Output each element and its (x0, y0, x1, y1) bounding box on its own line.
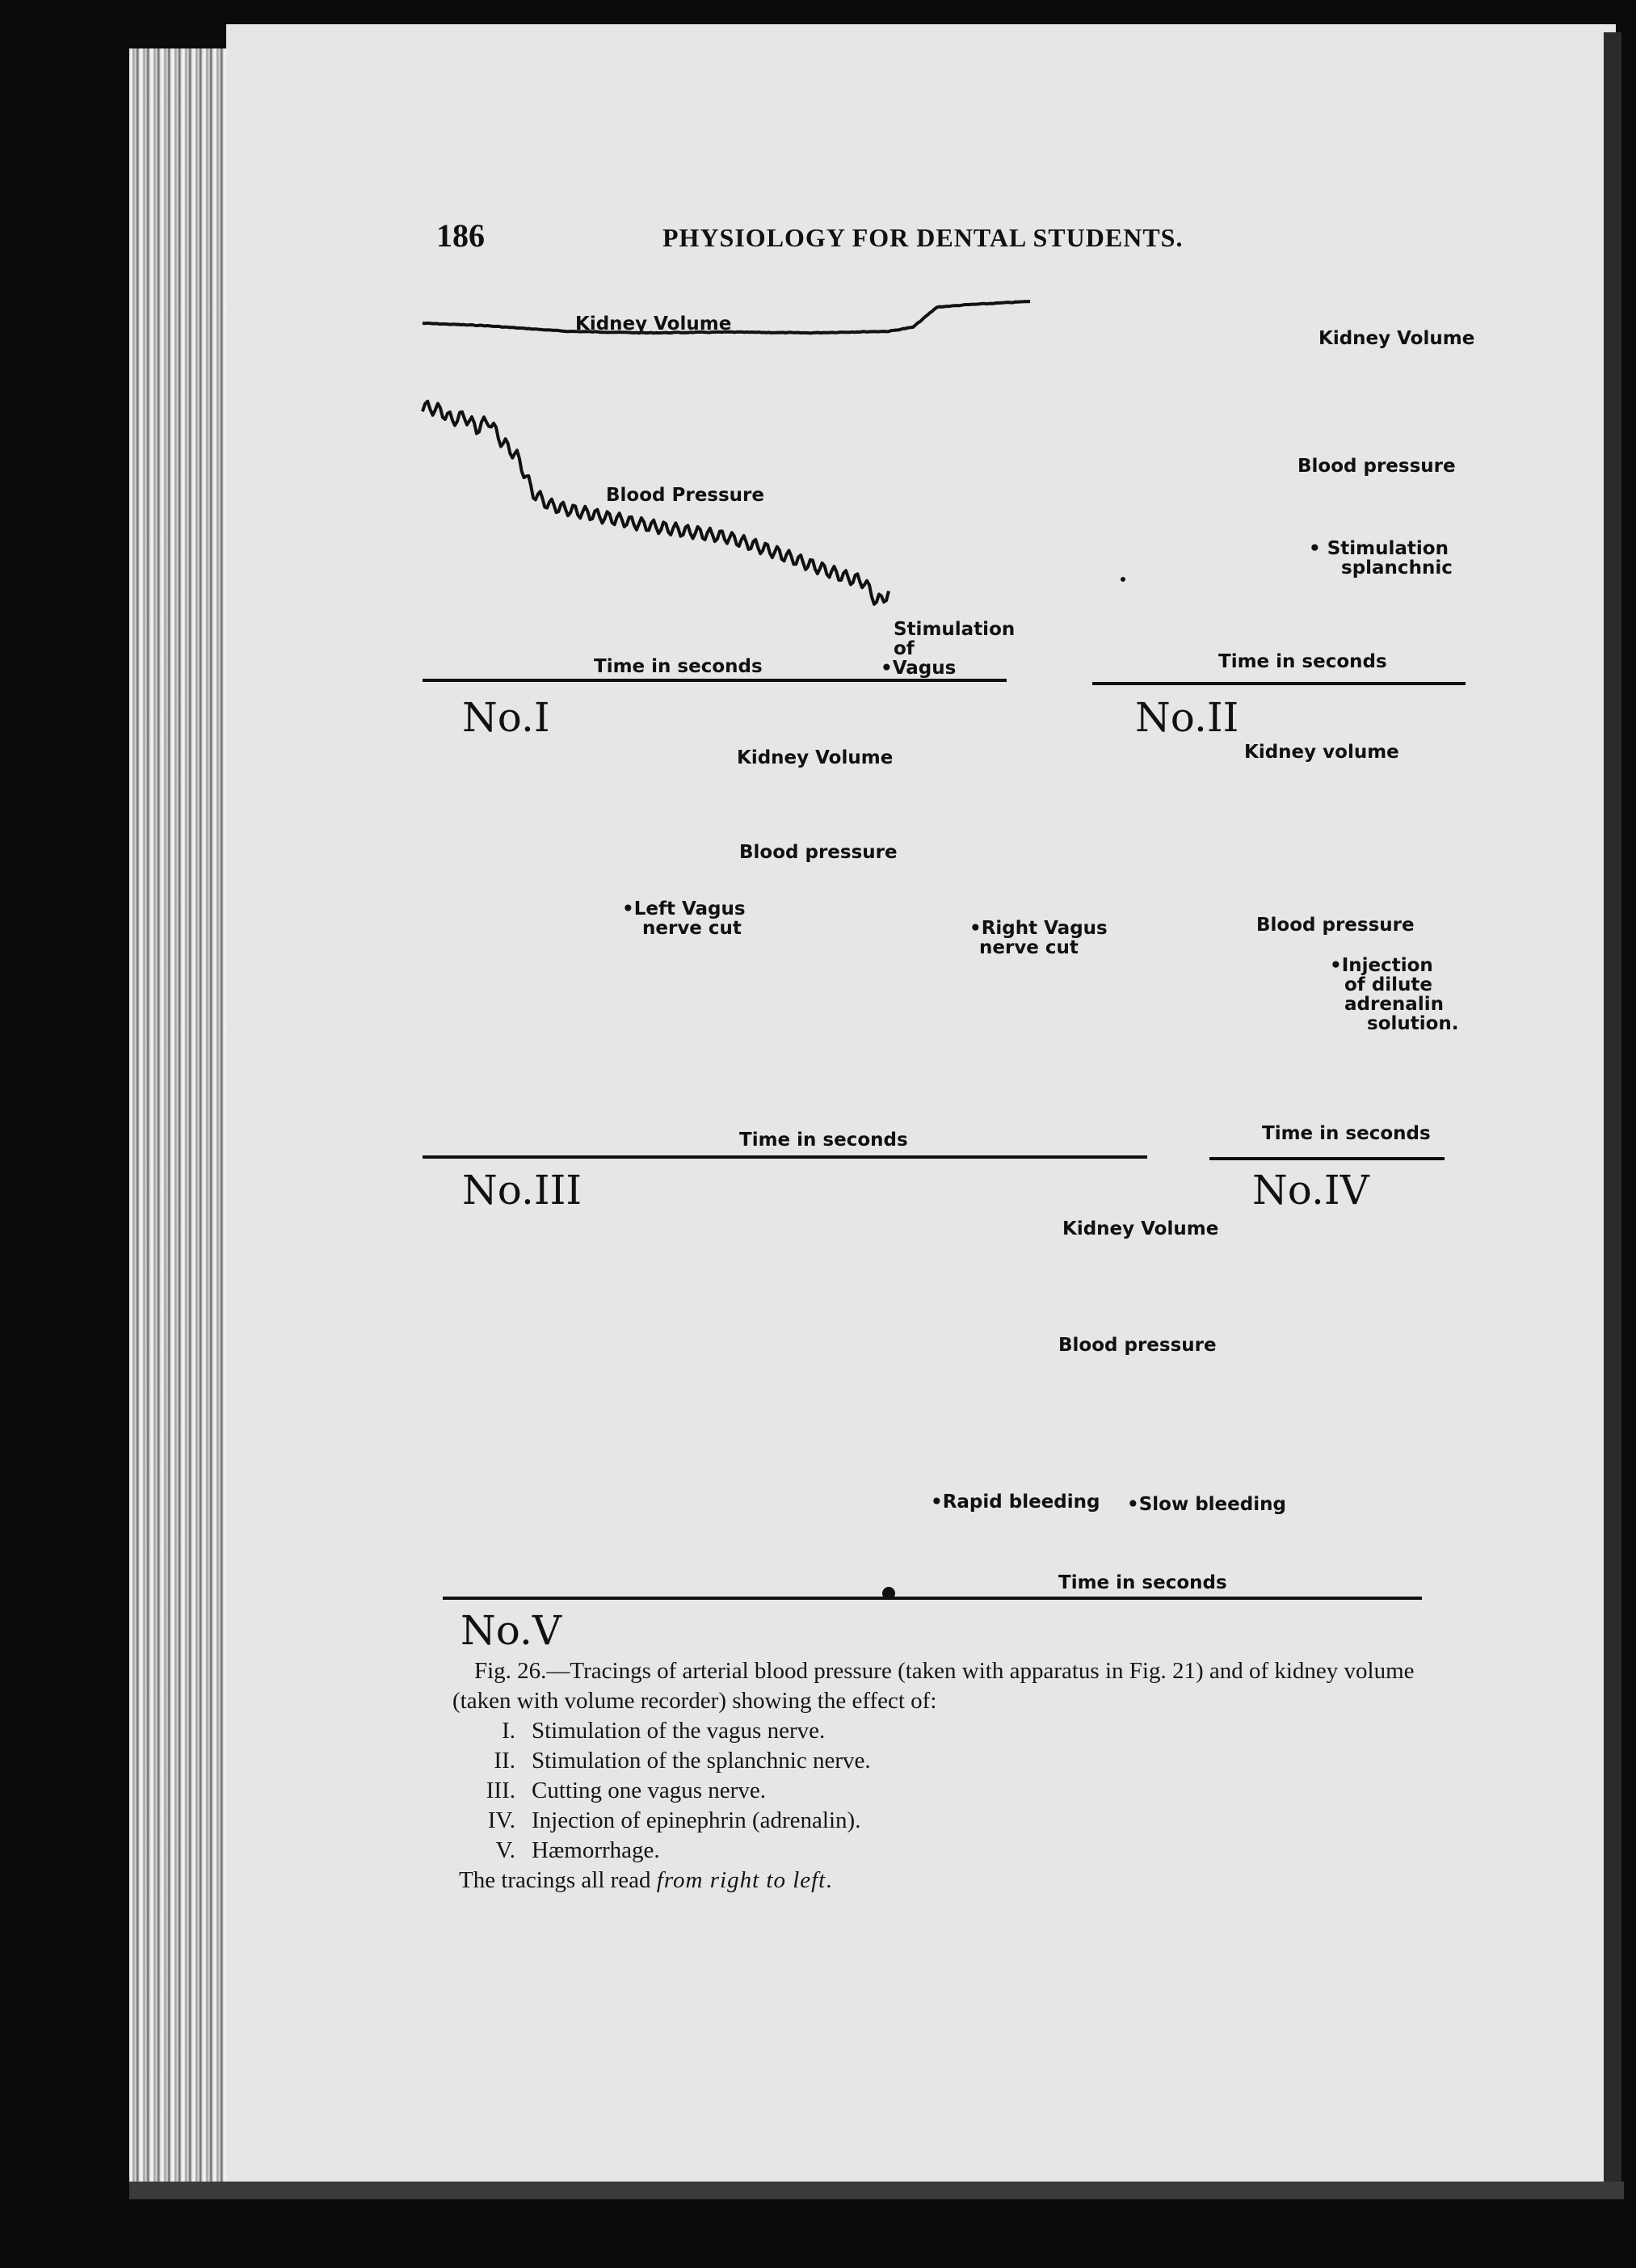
caption-item-text: Stimulation of the splanchnic nerve. (532, 1748, 871, 1774)
panel-i-label-bp: Blood Pressure (606, 485, 764, 506)
panel-i-label-stim-1: Stimulation (894, 619, 1016, 640)
panel-v-mark (882, 1587, 895, 1600)
panel-i-label-stim-2: of (894, 638, 915, 659)
caption-item-text: Hæmorrhage. (532, 1837, 660, 1863)
caption-item-text: Cutting one vagus nerve. (532, 1778, 766, 1803)
panel-ii-label-stim-1: • Stimulation (1309, 538, 1449, 559)
page-number: 186 (436, 217, 485, 254)
caption-item (452, 1836, 1470, 1866)
panel-iv-label-bp: Blood pressure (1256, 915, 1415, 936)
panel-iv-label-inj-2: of dilute (1344, 974, 1433, 995)
panel-v-label-slow: •Slow bleeding (1127, 1494, 1286, 1515)
caption-item (452, 1716, 1470, 1746)
panel-iii-label-right-2: nerve cut (979, 937, 1079, 958)
caption-closing-prefix: The tracings all read (459, 1867, 657, 1893)
panel-iii-label-left-2: nerve cut (642, 918, 742, 939)
caption-item (452, 1806, 1470, 1836)
panel-iii-label-left-1: •Left Vagus (622, 898, 746, 919)
panel-iv-label-time: Time in seconds (1262, 1123, 1431, 1144)
caption-item (452, 1776, 1470, 1806)
panel-ii (1092, 328, 1474, 741)
panel-iv-label-inj-1: •Injection (1330, 955, 1433, 976)
panel-i-label-time: Time in seconds (594, 656, 763, 677)
caption-item-number: II. (494, 1748, 515, 1774)
panel-ii-label-time: Time in seconds (1218, 651, 1387, 672)
caption-closing-emphasis: from right to left (656, 1867, 826, 1893)
caption-lead: Fig. 26.—Tracings of arterial blood pressure (taken with apparatus in Fig. 21) and of kidney volume (taken with volume recorder) showing the effect of: (452, 1658, 1415, 1714)
panel-iii-label-bp: Blood pressure (739, 842, 898, 863)
panel-iv-label-kidney: Kidney volume (1244, 742, 1399, 763)
panel-v-label-rapid: •Rapid bleeding (931, 1492, 1100, 1513)
caption-closing (452, 1866, 1470, 1896)
panel-ii-mark (1121, 577, 1125, 582)
figure-caption (452, 1656, 1470, 1896)
panel-ii-label-stim-2: splanchnic (1341, 558, 1453, 579)
panel-i-id: No.I (462, 694, 550, 741)
panel-iii-label-right-1: •Right Vagus (969, 918, 1108, 939)
panel-v (443, 1218, 1422, 1654)
caption-item-number: I. (502, 1718, 515, 1744)
panel-i-label-kidney: Kidney Volume (575, 313, 732, 335)
panel-i (423, 301, 1030, 741)
panel-ii-label-kidney: Kidney Volume (1318, 328, 1475, 349)
caption-item-text: Injection of epinephrin (adrenalin). (532, 1807, 861, 1833)
panel-iii-label-time: Time in seconds (739, 1130, 908, 1151)
caption-item-number: V. (495, 1837, 515, 1863)
panel-ii-label-bp: Blood pressure (1297, 456, 1456, 477)
panel-iv (1209, 742, 1459, 1214)
panel-iii (423, 747, 1147, 1214)
panel-v-label-bp: Blood pressure (1058, 1335, 1217, 1356)
panel-iii-label-kidney: Kidney Volume (737, 747, 894, 768)
caption-item-number: IV. (487, 1807, 515, 1833)
panel-ii-id: No.II (1135, 694, 1239, 741)
panel-v-id: No.V (461, 1607, 561, 1654)
panel-v-label-time: Time in seconds (1058, 1572, 1227, 1593)
panel-iv-label-inj-3: adrenalin (1344, 994, 1444, 1015)
panel-v-label-kidney: Kidney Volume (1062, 1218, 1219, 1239)
panel-iv-label-inj-4: solution. (1367, 1013, 1459, 1034)
caption-item (452, 1746, 1470, 1776)
panel-iii-id: No.III (462, 1167, 582, 1214)
panel-i-label-stim-3: •Vagus (881, 658, 957, 679)
caption-closing-suffix: . (826, 1867, 832, 1893)
panel-iv-id: No.IV (1252, 1167, 1369, 1214)
running-title: PHYSIOLOGY FOR DENTAL STUDENTS. (662, 223, 1184, 252)
caption-item-text: Stimulation of the vagus nerve. (532, 1718, 826, 1744)
caption-item-number: III. (486, 1778, 515, 1803)
